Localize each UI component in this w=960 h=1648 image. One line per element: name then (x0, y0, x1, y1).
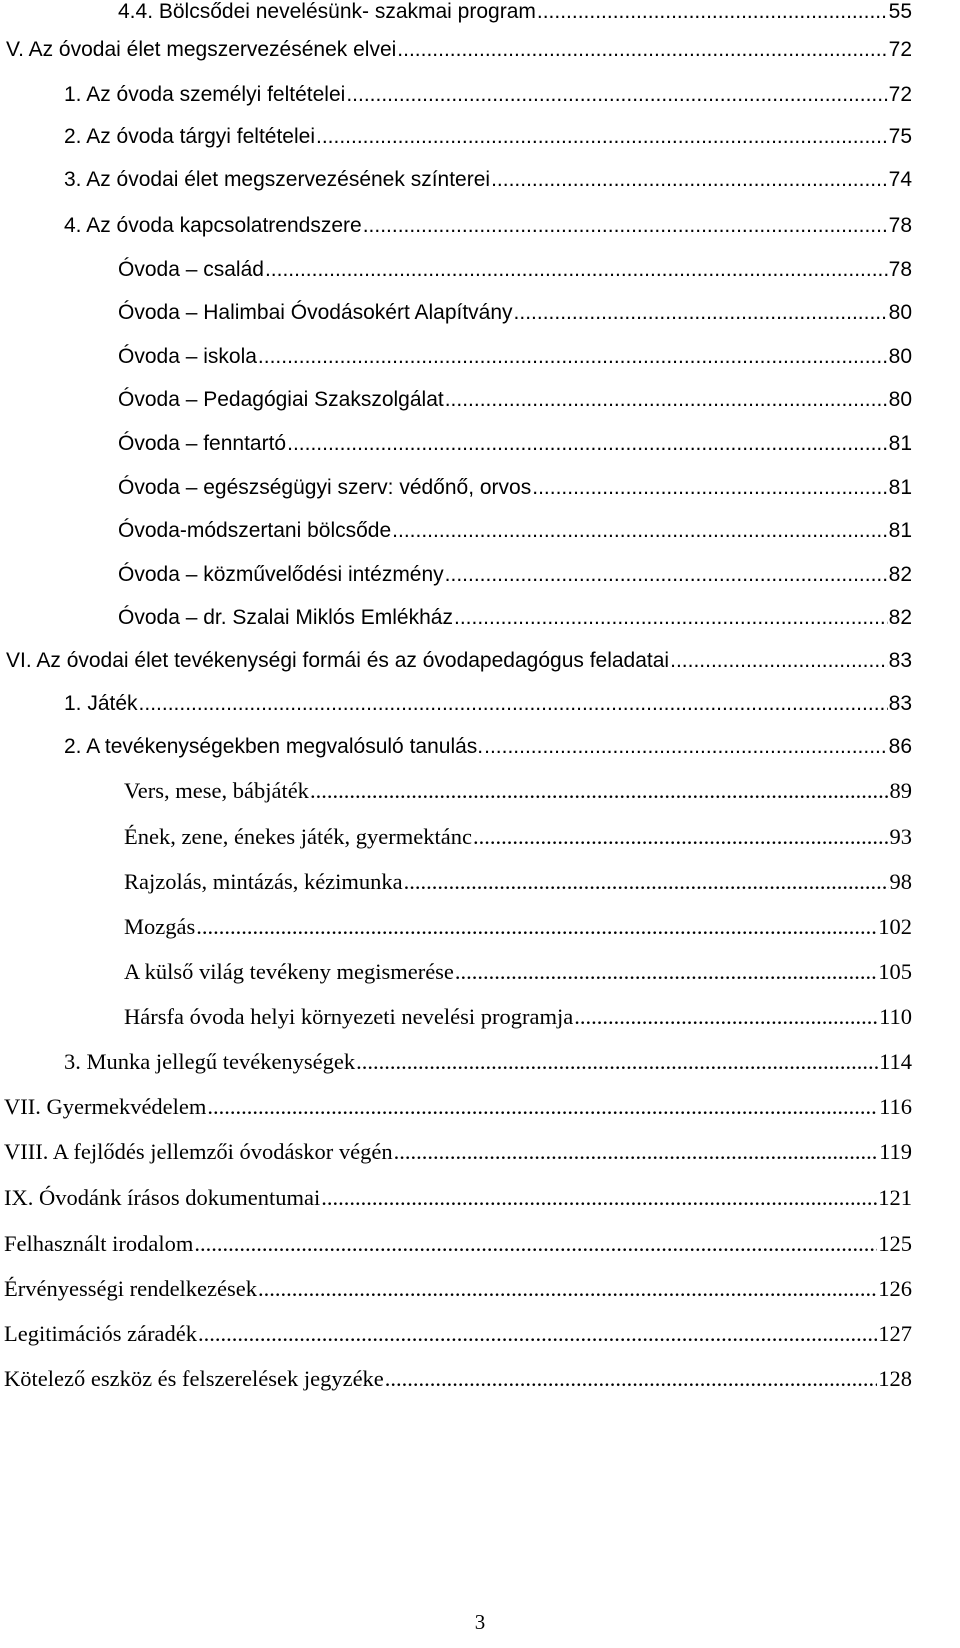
toc-entry-page: 114 (879, 1049, 912, 1074)
toc-entry-title: 1. Játék (64, 692, 138, 715)
toc-entry[interactable] (64, 692, 912, 732)
toc-entry[interactable] (118, 563, 912, 603)
toc-entry[interactable] (118, 0, 912, 40)
toc-entry-page: 128 (878, 1366, 912, 1391)
toc-entry-title: Óvoda-módszertani bölcsőde (118, 519, 392, 542)
toc-entry-title: Óvoda – egészségügyi szerv: védőnő, orvos (118, 476, 532, 499)
toc-entry-page: 102 (878, 914, 912, 939)
toc-entry[interactable] (6, 649, 912, 689)
toc-entry-page: 82 (888, 606, 912, 629)
dot-leader (316, 125, 888, 149)
toc-entry-page: 81 (888, 432, 912, 455)
toc-entry[interactable] (4, 1366, 912, 1406)
toc-entry-page: 93 (889, 824, 912, 849)
toc-entry-title: VI. Az óvodai élet tevékenységi formái és az óvodapedagógus feladatai (6, 649, 670, 672)
toc-entry-page: 81 (888, 476, 912, 499)
toc-entry[interactable] (118, 301, 912, 341)
dot-leader (537, 0, 888, 24)
toc-entry[interactable] (64, 1049, 912, 1089)
toc-entry-title: Óvoda – család (118, 258, 264, 281)
dot-leader (139, 692, 888, 716)
toc-entry[interactable] (4, 1321, 912, 1361)
dot-leader (484, 735, 888, 759)
dot-leader (310, 778, 889, 804)
dot-leader (258, 345, 888, 369)
toc-entry-page: 119 (879, 1139, 912, 1164)
dot-leader (258, 1276, 877, 1302)
toc-entry[interactable] (4, 1139, 912, 1179)
toc-entry[interactable] (124, 1004, 912, 1044)
toc-entry-page: 98 (889, 869, 912, 894)
toc-entry-title: 3. Munka jellegű tevékenységek (64, 1049, 356, 1074)
toc-entry-page: 82 (888, 563, 912, 586)
toc-entry-title: 4. Az óvoda kapcsolatrendszere (64, 214, 362, 237)
toc-entry[interactable] (124, 959, 912, 999)
dot-leader (514, 301, 888, 325)
toc-entry[interactable] (4, 1185, 912, 1225)
toc-entry-title: Óvoda – Halimbai Óvodásokért Alapítvány (118, 301, 513, 324)
toc-entry-title: A külső világ tevékeny megismerése (124, 959, 454, 984)
toc-entry[interactable] (118, 388, 912, 428)
dot-leader (392, 519, 887, 543)
toc-entry-page: 72 (888, 83, 912, 106)
toc-entry-page: 72 (888, 38, 912, 61)
toc-entry[interactable] (4, 1231, 912, 1271)
toc-entry-title: 4.4. Bölcsődei nevelésünk- szakmai program (118, 0, 536, 23)
toc-entry-page: 81 (888, 519, 912, 542)
toc-entry-page: 116 (879, 1094, 912, 1119)
dot-leader (445, 388, 888, 412)
toc-entry-page: 83 (888, 649, 912, 672)
toc-entry-title: VII. Gyermekvédelem (4, 1094, 207, 1119)
toc-entry[interactable] (124, 869, 912, 909)
toc-entry-title: Óvoda – Pedagógiai Szakszolgálat (118, 388, 444, 411)
dot-leader (356, 1049, 878, 1075)
dot-leader (346, 83, 887, 107)
toc-entry-title: V. Az óvodai élet megszervezésének elvei (6, 38, 397, 61)
dot-leader (670, 649, 888, 673)
page-number: 3 (474, 1610, 486, 1634)
toc-entry-title: Hársfa óvoda helyi környezeti nevelési programja (124, 1004, 574, 1029)
toc-entry-page: 126 (878, 1276, 912, 1301)
toc-entry[interactable] (4, 1094, 912, 1134)
toc-entry-page: 89 (889, 778, 912, 803)
dot-leader (321, 1185, 877, 1211)
toc-entry[interactable] (64, 168, 912, 208)
toc-entry-title: 2. Az óvoda tárgyi feltételei (64, 125, 315, 148)
toc-entry[interactable] (64, 125, 912, 165)
dot-leader (207, 1094, 878, 1120)
toc-entry-title: Érvényességi rendelkezések (4, 1276, 258, 1301)
dot-leader (196, 914, 877, 940)
dot-leader (394, 1139, 878, 1165)
dot-leader (404, 869, 889, 895)
toc-entry-page: 78 (888, 214, 912, 237)
toc-entry-page: 121 (878, 1185, 912, 1210)
dot-leader (397, 38, 887, 62)
toc-entry-page: 75 (888, 125, 912, 148)
toc-entry-page: 55 (888, 0, 912, 23)
toc-entry-title: Óvoda – közművelődési intézmény (118, 563, 444, 586)
toc-entry-page: 80 (888, 345, 912, 368)
dot-leader (385, 1366, 877, 1392)
toc-entry[interactable] (64, 735, 912, 775)
dot-leader (491, 168, 888, 192)
dot-leader (454, 606, 888, 630)
toc-entry[interactable] (4, 1276, 912, 1316)
toc-entry[interactable] (124, 824, 912, 864)
toc-entry[interactable] (64, 83, 912, 123)
toc-entry-title: Óvoda – dr. Szalai Miklós Emlékház (118, 606, 453, 629)
toc-entry[interactable] (124, 778, 912, 818)
toc-entry-title: Mozgás (124, 914, 196, 939)
toc-entry-page: 74 (888, 168, 912, 191)
toc-entry-page: 86 (888, 735, 912, 758)
dot-leader (532, 476, 887, 500)
toc-entry-title: 2. A tevékenységekben megvalósuló tanulás. (64, 735, 484, 758)
dot-leader (287, 432, 888, 456)
dot-leader (265, 258, 888, 282)
toc-entry-title: Ének, zene, énekes játék, gyermektánc (124, 824, 472, 849)
toc-entry-page: 78 (888, 258, 912, 281)
toc-entry[interactable] (118, 606, 912, 646)
toc-entry-title: IX. Óvodánk írásos dokumentumai (4, 1185, 321, 1210)
toc-entry[interactable] (64, 214, 912, 254)
toc-entry-title: Kötelező eszköz és felszerelések jegyzéke (4, 1366, 384, 1391)
toc-entry[interactable] (118, 432, 912, 472)
dot-leader (198, 1321, 877, 1347)
toc-entry-title: Óvoda – fenntartó (118, 432, 287, 455)
toc-entry[interactable] (118, 258, 912, 298)
dot-leader (473, 824, 889, 850)
toc-entry-title: Legitimációs záradék (4, 1321, 198, 1346)
toc-entry-title: Vers, mese, bábjáték (124, 778, 309, 803)
toc-entry-title: 3. Az óvodai élet megszervezésének színterei (64, 168, 491, 191)
toc-entry[interactable] (118, 476, 912, 516)
toc-entry-page: 110 (879, 1004, 912, 1029)
toc-entry[interactable] (6, 38, 912, 78)
toc-entry-page: 83 (888, 692, 912, 715)
dot-leader (455, 959, 877, 985)
dot-leader (363, 214, 888, 238)
toc-entry-page: 127 (878, 1321, 912, 1346)
toc-entry[interactable] (118, 519, 912, 559)
dot-leader (445, 563, 888, 587)
dot-leader (574, 1004, 878, 1030)
toc-entry-title: Rajzolás, mintázás, kézimunka (124, 869, 403, 894)
toc-entry-title: VIII. A fejlődés jellemzői óvodáskor végén (4, 1139, 393, 1164)
toc-entry-title: Felhasznált irodalom (4, 1231, 194, 1256)
toc-entry[interactable] (118, 345, 912, 385)
toc-entry-page: 125 (878, 1231, 912, 1256)
toc-entry-title: 1. Az óvoda személyi feltételei (64, 83, 346, 106)
toc-entry-page: 105 (878, 959, 912, 984)
toc-entry-title: Óvoda – iskola (118, 345, 257, 368)
toc-entry[interactable] (124, 914, 912, 954)
toc-entry-page: 80 (888, 301, 912, 324)
toc-entry-page: 80 (888, 388, 912, 411)
dot-leader (194, 1231, 877, 1257)
